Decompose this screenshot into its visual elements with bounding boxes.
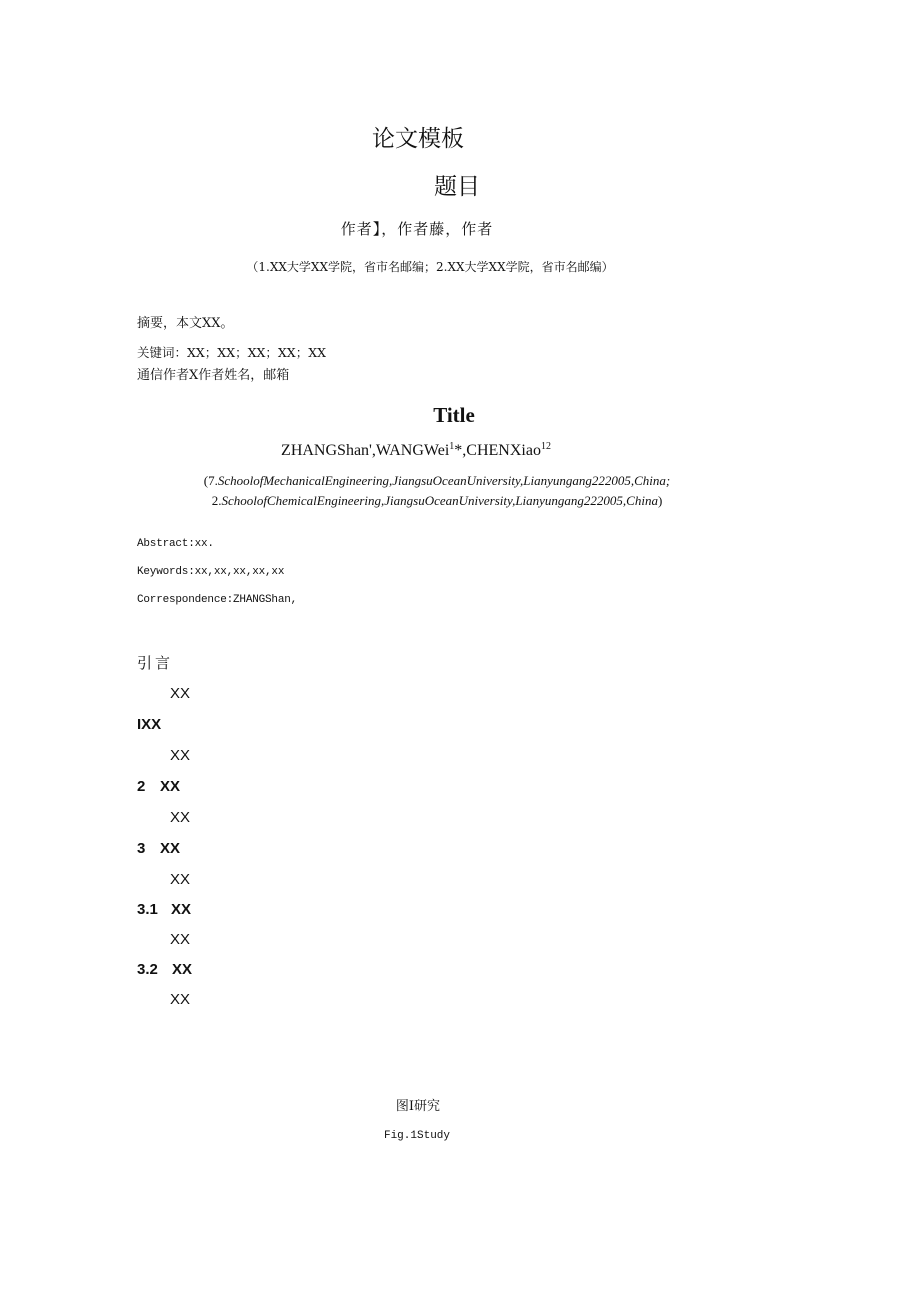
affiliation-number: 7.	[208, 473, 218, 488]
section-number: 2	[137, 778, 146, 795]
abstract-en: Abstract:xx.	[137, 538, 214, 550]
section-3-1-text: XX	[170, 931, 191, 948]
paper-title-en: Title	[433, 403, 475, 427]
author-name: ZHANGShan'	[281, 442, 372, 459]
section-number: 3	[137, 840, 146, 857]
corresponding-mark: *	[454, 442, 463, 459]
section-2-text: XX	[170, 809, 191, 826]
affiliation-text: SchoolofChemicalEngineering,JiangsuOceanUniversity,Lianyungang222005,China	[221, 493, 658, 508]
section-title: XX	[172, 961, 193, 978]
intro-text: XX	[170, 685, 191, 702]
section-title: XX	[171, 901, 192, 918]
affiliation-marker: 1	[449, 441, 455, 452]
affiliation-number: 2.	[211, 493, 222, 508]
intro-heading: 引言	[137, 654, 174, 672]
affiliation-text: SchoolofMechanicalEngineering,JiangsuOceanUniversity,Lianyungang222005,China;	[217, 473, 671, 488]
template-title: 论文模板	[372, 126, 464, 152]
author-list-cn: 作者】，作者藤，作者	[340, 220, 494, 238]
section-number: 3.2	[137, 961, 158, 978]
section-title: XX	[160, 778, 181, 795]
author-name: WANGWei	[375, 442, 450, 459]
affiliation-cn: （1.XX大学XX学院，省市名邮编；2.XX大学XX学院，省市名邮编）	[246, 260, 614, 274]
section-3-2-text: XX	[170, 991, 191, 1008]
correspondence-en: Correspondence:ZHANGShan,	[137, 594, 298, 606]
section-3-2-heading	[137, 961, 192, 978]
section-number: 3.1	[137, 901, 158, 918]
section-3-heading	[137, 840, 180, 857]
section-title: XX	[160, 840, 181, 857]
section-3-text: XX	[170, 871, 191, 888]
affiliation-marker: 12	[540, 441, 551, 452]
author-name: CHENXiao	[466, 442, 541, 459]
author-list-en: ZHANGShan',WANGWei$^1$*,CHENXiao$^{12}$	[281, 441, 551, 459]
affiliation-en-1	[0, 473, 874, 489]
section-1-heading: IXX	[137, 716, 162, 733]
section-2-heading	[137, 778, 180, 795]
affiliation-paren: (	[203, 473, 209, 488]
figure-caption-en: Fig.1Study	[383, 1130, 450, 1142]
figure-caption-cn: 图I研究	[395, 1099, 441, 1114]
correspondence-cn: 通信作者X作者姓名，邮箱	[137, 368, 290, 383]
keywords-en: Keywords:xx,xx,xx,xx,xx	[137, 566, 285, 578]
section-1-text: XX	[170, 747, 191, 764]
affiliation-paren: )	[657, 493, 663, 508]
section-3-1-heading	[137, 901, 191, 918]
affiliation-en-2	[0, 493, 874, 509]
abstract-cn: 摘要，本文XX。	[137, 316, 234, 331]
keywords-cn: 关键词：XX；XX；XX；XX；XX	[137, 345, 326, 360]
paper-title-cn: 题目	[434, 174, 480, 200]
